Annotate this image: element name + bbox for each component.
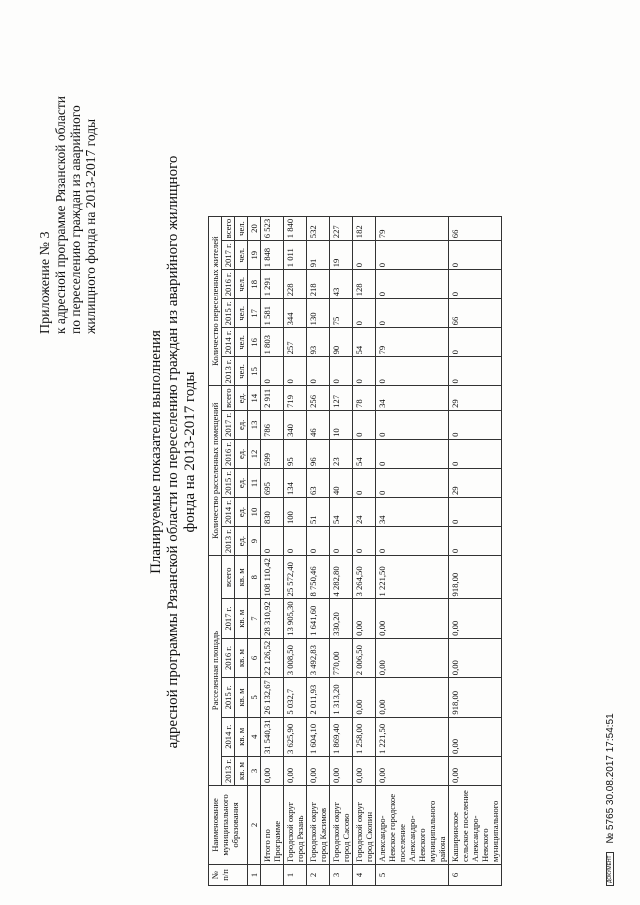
- table-row: [330, 216, 353, 885]
- value-cell: 3 625,90: [284, 717, 307, 756]
- column-number: 8: [248, 556, 261, 599]
- value-cell: 79: [376, 328, 449, 357]
- registry-logo: ДОКУМЕНТ: [606, 852, 614, 886]
- value-cell: 1 258,00: [353, 717, 376, 756]
- municipality-name: Каширинское сельское поселение Александро-Невского муниципального: [449, 786, 502, 865]
- value-cell: 0: [376, 299, 449, 328]
- value-cell: 100: [284, 498, 307, 527]
- unit-cell: кв. м: [235, 678, 248, 717]
- value-cell: 43: [330, 270, 353, 299]
- value-cell: 0,00: [449, 756, 502, 785]
- value-cell: 28 310,92: [261, 599, 284, 638]
- value-cell: 0: [261, 357, 284, 386]
- value-cell: 0,00: [449, 717, 502, 756]
- value-cell: 695: [261, 468, 284, 497]
- value-cell: 0: [376, 468, 449, 497]
- unit-cell: кв. м: [235, 717, 248, 756]
- unit-cell: ед.: [235, 410, 248, 439]
- document-title: [148, 12, 199, 892]
- value-cell: 108 110,42: [261, 556, 284, 599]
- value-cell: 6 523: [261, 216, 284, 240]
- appendix-line: к адресной программе Рязанской области: [53, 96, 68, 334]
- column-number: 7: [248, 599, 261, 638]
- value-cell: 79: [376, 216, 449, 240]
- value-cell: 228: [284, 270, 307, 299]
- value-cell: 786: [261, 410, 284, 439]
- registration-stamp: [605, 713, 616, 886]
- value-cell: 227: [330, 216, 353, 240]
- value-cell: 78: [353, 386, 376, 410]
- municipality-name: Городской округ город Сасово: [330, 786, 353, 865]
- value-cell: 0: [449, 357, 502, 386]
- value-cell: 830: [261, 498, 284, 527]
- value-cell: 0: [353, 357, 376, 386]
- value-cell: 256: [307, 386, 330, 410]
- indicators-table: [208, 216, 502, 886]
- value-cell: 0,00: [449, 638, 502, 677]
- value-cell: 1 604,10: [307, 717, 330, 756]
- value-cell: 0,00: [376, 678, 449, 717]
- unit-cell: чел.: [235, 241, 248, 270]
- municipality-name: Городской округ город Касимов: [307, 786, 330, 865]
- year-header: 2016 г.: [222, 270, 235, 299]
- value-cell: 2 006,50: [353, 638, 376, 677]
- value-cell: 0,00: [353, 678, 376, 717]
- value-cell: 90: [330, 328, 353, 357]
- value-cell: 0: [353, 410, 376, 439]
- year-header: 2015 г.: [222, 299, 235, 328]
- value-cell: 96: [307, 439, 330, 468]
- row-number: 5: [376, 865, 449, 886]
- value-cell: 3 492,83: [307, 638, 330, 677]
- value-cell: 0: [376, 410, 449, 439]
- value-cell: 93: [307, 328, 330, 357]
- value-cell: 1 840: [284, 216, 307, 240]
- unit-cell: чел.: [235, 216, 248, 240]
- table-row: [261, 216, 284, 885]
- value-cell: 0: [376, 527, 449, 556]
- unit-cell: чел.: [235, 270, 248, 299]
- year-header: 2016 г.: [222, 439, 235, 468]
- year-header: 2013 г.: [222, 357, 235, 386]
- column-number: 1: [248, 865, 261, 886]
- value-cell: 10: [330, 410, 353, 439]
- value-cell: 770,00: [330, 638, 353, 677]
- value-cell: 130: [307, 299, 330, 328]
- value-cell: 25 572,40: [284, 556, 307, 599]
- value-cell: 0: [376, 270, 449, 299]
- value-cell: 0,00: [307, 756, 330, 785]
- value-cell: 66: [449, 299, 502, 328]
- table-row: [353, 216, 376, 885]
- municipality-name: Городской округ город Скопин: [353, 786, 376, 865]
- total-header: всего: [222, 216, 235, 240]
- value-cell: 0: [449, 241, 502, 270]
- value-cell: 8 750,46: [307, 556, 330, 599]
- table-row: [307, 216, 330, 885]
- year-header: 2015 г.: [222, 678, 235, 717]
- unit-cell: ед.: [235, 498, 248, 527]
- column-number-row: [248, 216, 261, 885]
- column-number: 2: [248, 786, 261, 865]
- value-cell: 1 848: [261, 241, 284, 270]
- value-cell: 29: [449, 468, 502, 497]
- row-number: 1: [284, 865, 307, 886]
- value-cell: 31 540,31: [261, 717, 284, 756]
- year-header: 2017 г.: [222, 599, 235, 638]
- year-header: 2017 г.: [222, 241, 235, 270]
- value-cell: 134: [284, 468, 307, 497]
- value-cell: 0: [449, 270, 502, 299]
- value-cell: 218: [307, 270, 330, 299]
- value-cell: 0: [449, 410, 502, 439]
- value-cell: 2 011,93: [307, 678, 330, 717]
- value-cell: 0: [353, 468, 376, 497]
- value-cell: 330,20: [330, 599, 353, 638]
- column-number: 6: [248, 638, 261, 677]
- value-cell: 0: [353, 299, 376, 328]
- value-cell: 0: [353, 241, 376, 270]
- title-line: Планируемые показатели выполнения: [148, 330, 164, 574]
- year-header: 2014 г.: [222, 717, 235, 756]
- column-number: 14: [248, 386, 261, 410]
- value-cell: 51: [307, 498, 330, 527]
- value-cell: 1 313,20: [330, 678, 353, 717]
- value-cell: 22 126,52: [261, 638, 284, 677]
- value-cell: 1 641,60: [307, 599, 330, 638]
- value-cell: 66: [449, 216, 502, 240]
- municipality-name: Итого по Программе: [261, 786, 284, 865]
- value-cell: 1 869,40: [330, 717, 353, 756]
- value-cell: 0,00: [353, 756, 376, 785]
- value-cell: 0: [449, 439, 502, 468]
- value-cell: 1 221,50: [376, 717, 449, 756]
- value-cell: 257: [284, 328, 307, 357]
- stamp-text: № 5765 30.08.2017 17:54:51: [605, 713, 616, 844]
- value-cell: 0,00: [330, 756, 353, 785]
- value-cell: 54: [353, 328, 376, 357]
- unit-cell: кв. м: [235, 756, 248, 785]
- value-cell: 0: [449, 498, 502, 527]
- value-cell: 2 911: [261, 386, 284, 410]
- value-cell: 0: [307, 527, 330, 556]
- unit-cell: чел.: [235, 299, 248, 328]
- value-cell: 0,00: [449, 599, 502, 638]
- value-cell: 0,00: [376, 756, 449, 785]
- value-cell: 54: [330, 498, 353, 527]
- column-number: 12: [248, 439, 261, 468]
- value-cell: 0: [307, 357, 330, 386]
- value-cell: 75: [330, 299, 353, 328]
- table-body: [261, 216, 502, 885]
- value-cell: 599: [261, 439, 284, 468]
- value-cell: 0: [330, 527, 353, 556]
- appendix-line: по переселению граждан из аварийного: [68, 105, 83, 334]
- unit-cell: кв. м: [235, 556, 248, 599]
- column-number: 17: [248, 299, 261, 328]
- value-cell: 0,00: [376, 638, 449, 677]
- column-number: 10: [248, 498, 261, 527]
- total-header: всего: [222, 386, 235, 410]
- value-cell: 0,00: [353, 599, 376, 638]
- unit-cell: кв. м: [235, 599, 248, 638]
- unit-cell: ед.: [235, 386, 248, 410]
- year-header: 2014 г.: [222, 328, 235, 357]
- value-cell: 1 581: [261, 299, 284, 328]
- municipality-name: Александро-Невское городское поселение Александро-Невского муниципального района: [376, 786, 449, 865]
- appendix-line: жилищного фонда на 2013-2017 годы: [83, 118, 98, 334]
- year-header: 2016 г.: [222, 638, 235, 677]
- value-cell: 0,00: [376, 599, 449, 638]
- unit-row: [235, 216, 248, 885]
- value-cell: 0,00: [284, 756, 307, 785]
- value-cell: 344: [284, 299, 307, 328]
- year-header: 2013 г.: [222, 527, 235, 556]
- value-cell: 532: [307, 216, 330, 240]
- appendix-note: [38, 34, 98, 334]
- col-num-header: № п/п: [209, 865, 248, 886]
- row-number: 3: [330, 865, 353, 886]
- column-number: 13: [248, 410, 261, 439]
- value-cell: 23: [330, 439, 353, 468]
- column-number: 3: [248, 756, 261, 785]
- value-cell: 0: [284, 357, 307, 386]
- column-number: 5: [248, 678, 261, 717]
- year-header: 2017 г.: [222, 410, 235, 439]
- table-row: [376, 216, 449, 885]
- value-cell: 13 905,30: [284, 599, 307, 638]
- value-cell: 46: [307, 410, 330, 439]
- column-number: 20: [248, 216, 261, 240]
- value-cell: 918,00: [449, 556, 502, 599]
- table-row: [449, 216, 502, 885]
- value-cell: 19: [330, 241, 353, 270]
- year-header: 2014 г.: [222, 498, 235, 527]
- value-cell: 0: [284, 527, 307, 556]
- value-cell: 182: [353, 216, 376, 240]
- value-cell: 0: [261, 527, 284, 556]
- rotated-content: [20, 12, 620, 892]
- unit-cell: чел.: [235, 357, 248, 386]
- value-cell: 1 803: [261, 328, 284, 357]
- row-number: 2: [307, 865, 330, 886]
- value-cell: 3 008,50: [284, 638, 307, 677]
- value-cell: 0: [376, 439, 449, 468]
- value-cell: 0: [353, 527, 376, 556]
- unit-cell: ед.: [235, 439, 248, 468]
- value-cell: 34: [376, 498, 449, 527]
- value-cell: 24: [353, 498, 376, 527]
- title-line: адресной программы Рязанской области по переселению граждан из аварийного жилищного: [165, 155, 181, 749]
- appendix-number: Приложение № 3: [38, 231, 53, 334]
- unit-cell: ед.: [235, 468, 248, 497]
- value-cell: 0,00: [261, 756, 284, 785]
- unit-cell: ед.: [235, 527, 248, 556]
- total-header: всего: [222, 556, 235, 599]
- value-cell: 63: [307, 468, 330, 497]
- value-cell: 719: [284, 386, 307, 410]
- rooms-group-header: Количество расселенных помещений: [209, 386, 222, 556]
- value-cell: 0: [449, 328, 502, 357]
- row-number: 6: [449, 865, 502, 886]
- value-cell: 3 264,50: [353, 556, 376, 599]
- year-header: 2013 г.: [222, 756, 235, 785]
- row-number: [261, 865, 284, 886]
- year-header: 2015 г.: [222, 468, 235, 497]
- value-cell: 54: [353, 439, 376, 468]
- column-number: 16: [248, 328, 261, 357]
- value-cell: 0: [449, 527, 502, 556]
- unit-cell: чел.: [235, 328, 248, 357]
- row-number: 4: [353, 865, 376, 886]
- table-row: [284, 216, 307, 885]
- value-cell: 128: [353, 270, 376, 299]
- column-number: 19: [248, 241, 261, 270]
- value-cell: 5 032,7: [284, 678, 307, 717]
- unit-cell: кв. м: [235, 638, 248, 677]
- value-cell: 918,00: [449, 678, 502, 717]
- value-cell: 95: [284, 439, 307, 468]
- value-cell: 0: [376, 241, 449, 270]
- column-number: 11: [248, 468, 261, 497]
- value-cell: 0: [376, 357, 449, 386]
- value-cell: 0: [330, 357, 353, 386]
- municipality-name: Городской округ город Рязань: [284, 786, 307, 865]
- column-number: 15: [248, 357, 261, 386]
- column-number: 4: [248, 717, 261, 756]
- area-group-header: Расселенная площадь: [209, 556, 222, 786]
- value-cell: 1 291: [261, 270, 284, 299]
- value-cell: 127: [330, 386, 353, 410]
- value-cell: 40: [330, 468, 353, 497]
- value-cell: 91: [307, 241, 330, 270]
- value-cell: 34: [376, 386, 449, 410]
- title-line: фонда на 2013-2017 годы: [182, 371, 198, 533]
- column-number: 9: [248, 527, 261, 556]
- value-cell: 1 221,50: [376, 556, 449, 599]
- value-cell: 26 132,67: [261, 678, 284, 717]
- people-group-header: Количество переселенных жителей: [209, 216, 222, 386]
- col-name-header: Наименование муниципального образования: [209, 786, 248, 865]
- value-cell: 340: [284, 410, 307, 439]
- column-number: 18: [248, 270, 261, 299]
- value-cell: 29: [449, 386, 502, 410]
- value-cell: 4 282,80: [330, 556, 353, 599]
- value-cell: 1 011: [284, 241, 307, 270]
